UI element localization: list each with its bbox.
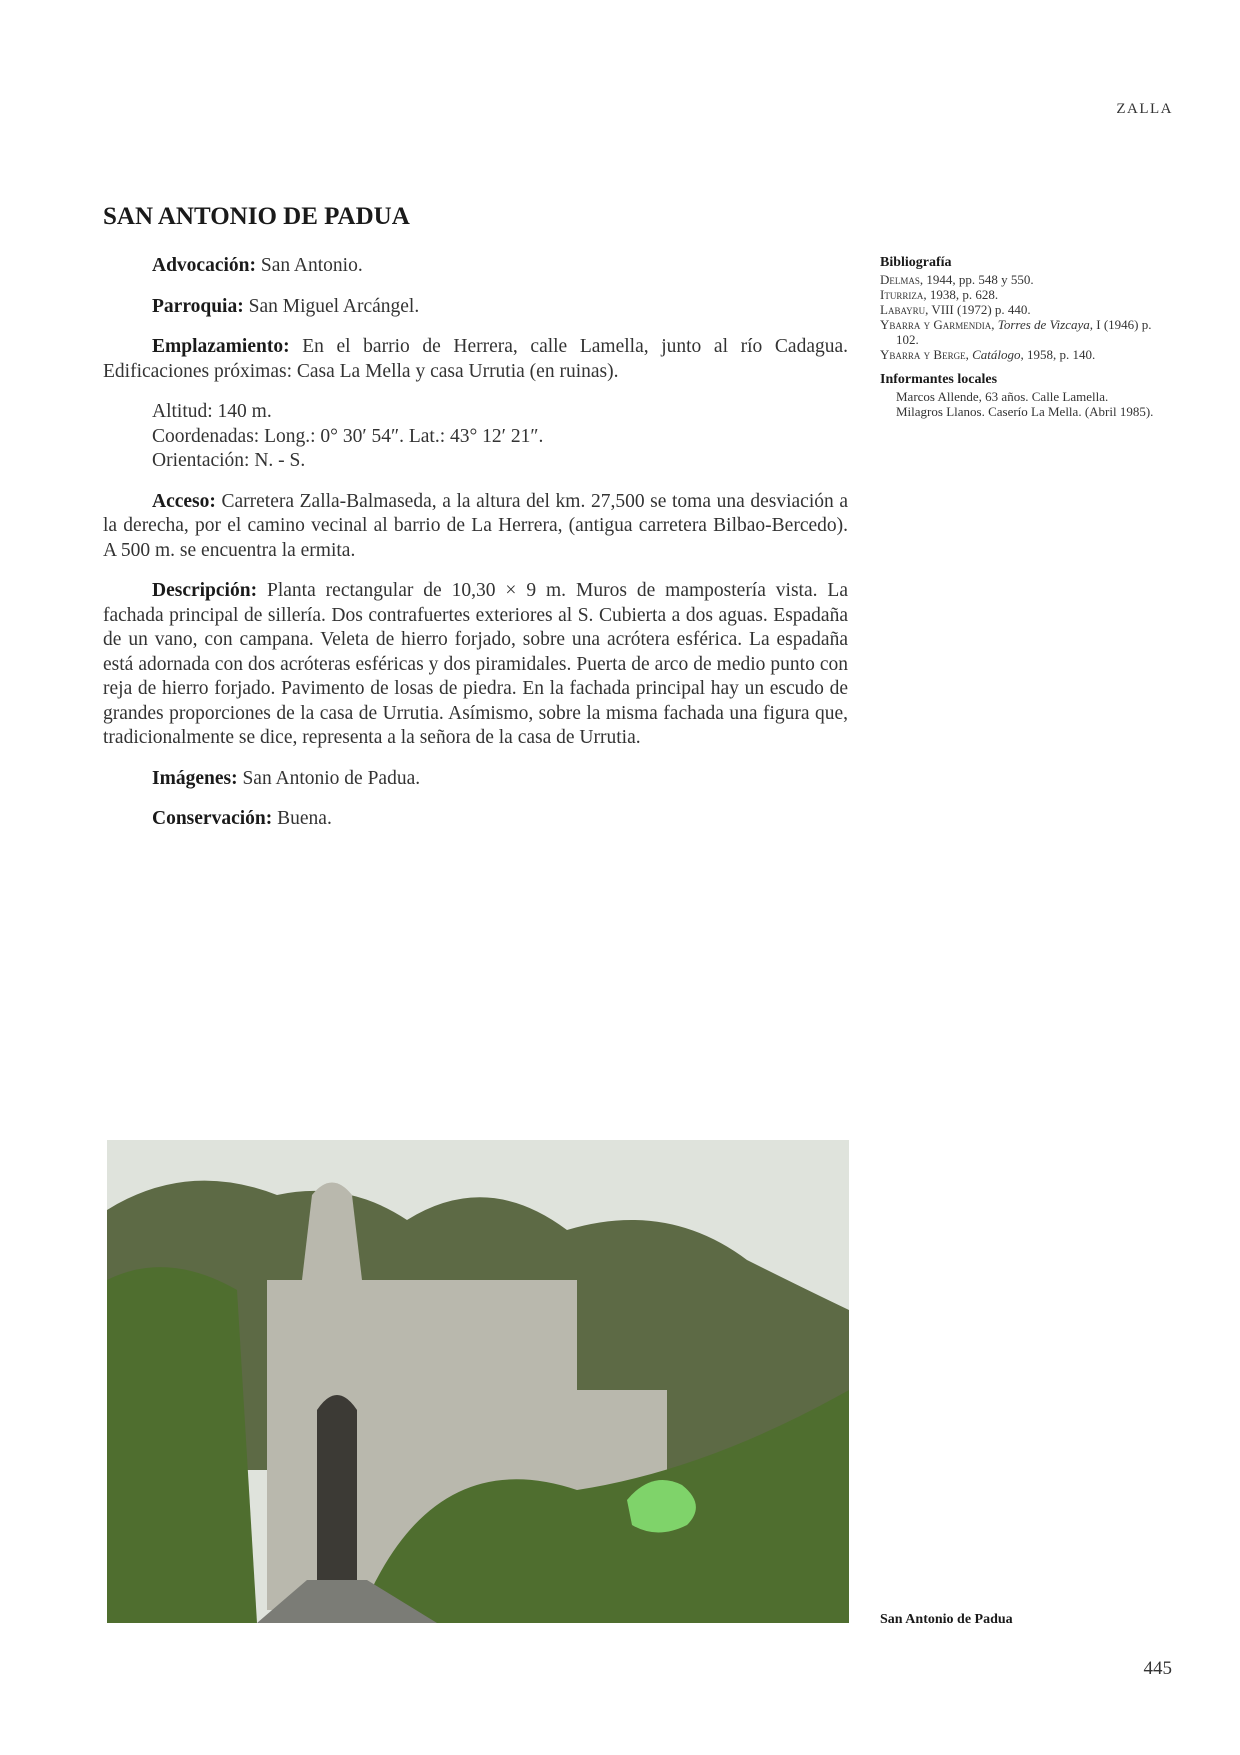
emplazamiento-value: En el barrio de Herrera, calle Lamella, junto al río Cadagua. Edificaciones próximas: Casa La Mella y casa Urrutia (en ruinas). (103, 336, 848, 382)
bibliografia-ref: , 1944, pp. 548 y 550. (919, 272, 1034, 287)
descripcion-value: Planta rectangular de 10,30 × 9 m. Muros de mampostería vista. La fachada principal de sillería. Dos contrafuertes exteriores al S. Cubierta a dos aguas. Espadaña de un vano, con campana. Veleta de hierro forjado, sobre una acrótera esférica. La espadaña está adornada con dos acróteras esféricas y dos piramidales. Puerta de arco de medio punto con reja de hierro forjado. Pavimento de losas de piedra. En la fachada principal hay un escudo de grandes proporciones de la casa de Urrutia. Asímismo, sobre la misma fachada una figura que, tradicionalmente se dice, representa a la señora de la casa de Urrutia. (103, 580, 849, 748)
parroquia-line (103, 295, 848, 320)
bibliografia-author: Labayru (880, 302, 926, 317)
acceso-label: Acceso: (152, 490, 216, 512)
imagenes-label: Imágenes: (152, 767, 238, 789)
emplazamiento-paragraph (103, 335, 848, 384)
bibliografia-author: Iturriza (880, 287, 924, 302)
imagenes-line (103, 767, 848, 792)
entry-title: SAN ANTONIO DE PADUA (103, 203, 410, 230)
bibliografia-ref: I (1946) p. 102. (896, 317, 1152, 347)
altitud-line: Altitud: 140 m. (152, 401, 272, 422)
bibliografia-ref: , VIII (1972) p. 440. (925, 302, 1031, 317)
bibliografia-title: Torres de Vizcaya, (997, 317, 1094, 332)
emplazamiento-label: Emplazamiento: (152, 336, 290, 357)
bibliografia-section (880, 255, 1177, 362)
informante-entry: Marcos Allende, 63 años. Calle Lamella. (896, 389, 1109, 404)
bibliografia-ref: , 1938, p. 628. (923, 287, 999, 302)
bibliografia-title: Catálogo, (972, 347, 1024, 362)
advocacion-value: San Antonio. (260, 255, 363, 276)
location-data (152, 400, 848, 474)
page-number: 445 (1143, 1658, 1172, 1679)
bibliografia-ref: 1958, p. 140. (1023, 347, 1096, 362)
coordenadas-line: Coordenadas: Long.: 0° 30′ 54″. Lat.: 43° 12′ 21″. (152, 425, 544, 447)
bibliografia-author: Ybarra y Garmendia (880, 317, 992, 332)
bibliografia-heading: Bibliografía (880, 255, 952, 270)
informante-entry: Milagros Llanos. Caserío La Mella. (Abril 1985). (896, 404, 1154, 419)
photo-left-hedge (107, 1267, 257, 1623)
photo-illustration (107, 1140, 849, 1623)
bibliografia-author: Ybarra y Berge (880, 347, 966, 362)
advocacion-label: Advocación: (152, 255, 256, 276)
conservacion-line (103, 807, 848, 832)
descripcion-paragraph (103, 579, 848, 751)
photo-arched-door (317, 1395, 357, 1600)
entry-body (103, 254, 848, 848)
bibliografia-entry: Ybarra y Berge, Catálogo, 1958, p. 140. (880, 347, 1096, 362)
parroquia-label: Parroquia: (152, 295, 244, 317)
bibliografia-entry: Ybarra y Garmendia, Torres de Vizcaya, I (1946) p. 102. (880, 317, 1152, 347)
acceso-value: Carretera Zalla-Balmaseda, a la altura del km. 27,500 se toma una desviación a la derecha, por el camino vecinal al barrio de La Herrera, (antigua carretera Bilbao-Bercedo). A 500 m. se encuentra la ermita. (103, 490, 849, 561)
conservacion-label: Conservación: (152, 808, 273, 829)
advocacion-line (103, 254, 848, 279)
bibliografia-entry (880, 287, 1177, 302)
bibliografia-author: Delmas (880, 272, 920, 287)
descripcion-label: Descripción: (152, 580, 258, 601)
photo-caption: San Antonio de Padua (880, 1612, 1013, 1627)
orientacion-line: Orientación: N. - S. (152, 450, 306, 471)
conservacion-value: Buena. (277, 808, 332, 829)
imagenes-value: San Antonio de Padua. (242, 767, 421, 789)
acceso-paragraph (103, 490, 848, 564)
hermitage-photo (107, 1140, 849, 1623)
bibliografia-entry (880, 302, 1177, 317)
bibliografia-entry (880, 272, 1177, 287)
sidebar (880, 255, 1177, 429)
parroquia-value: San Miguel Arcángel. (248, 295, 420, 317)
informantes-heading: Informantes locales (880, 372, 998, 387)
running-head: ZALLA (1116, 101, 1173, 117)
informantes-section (880, 372, 1177, 419)
